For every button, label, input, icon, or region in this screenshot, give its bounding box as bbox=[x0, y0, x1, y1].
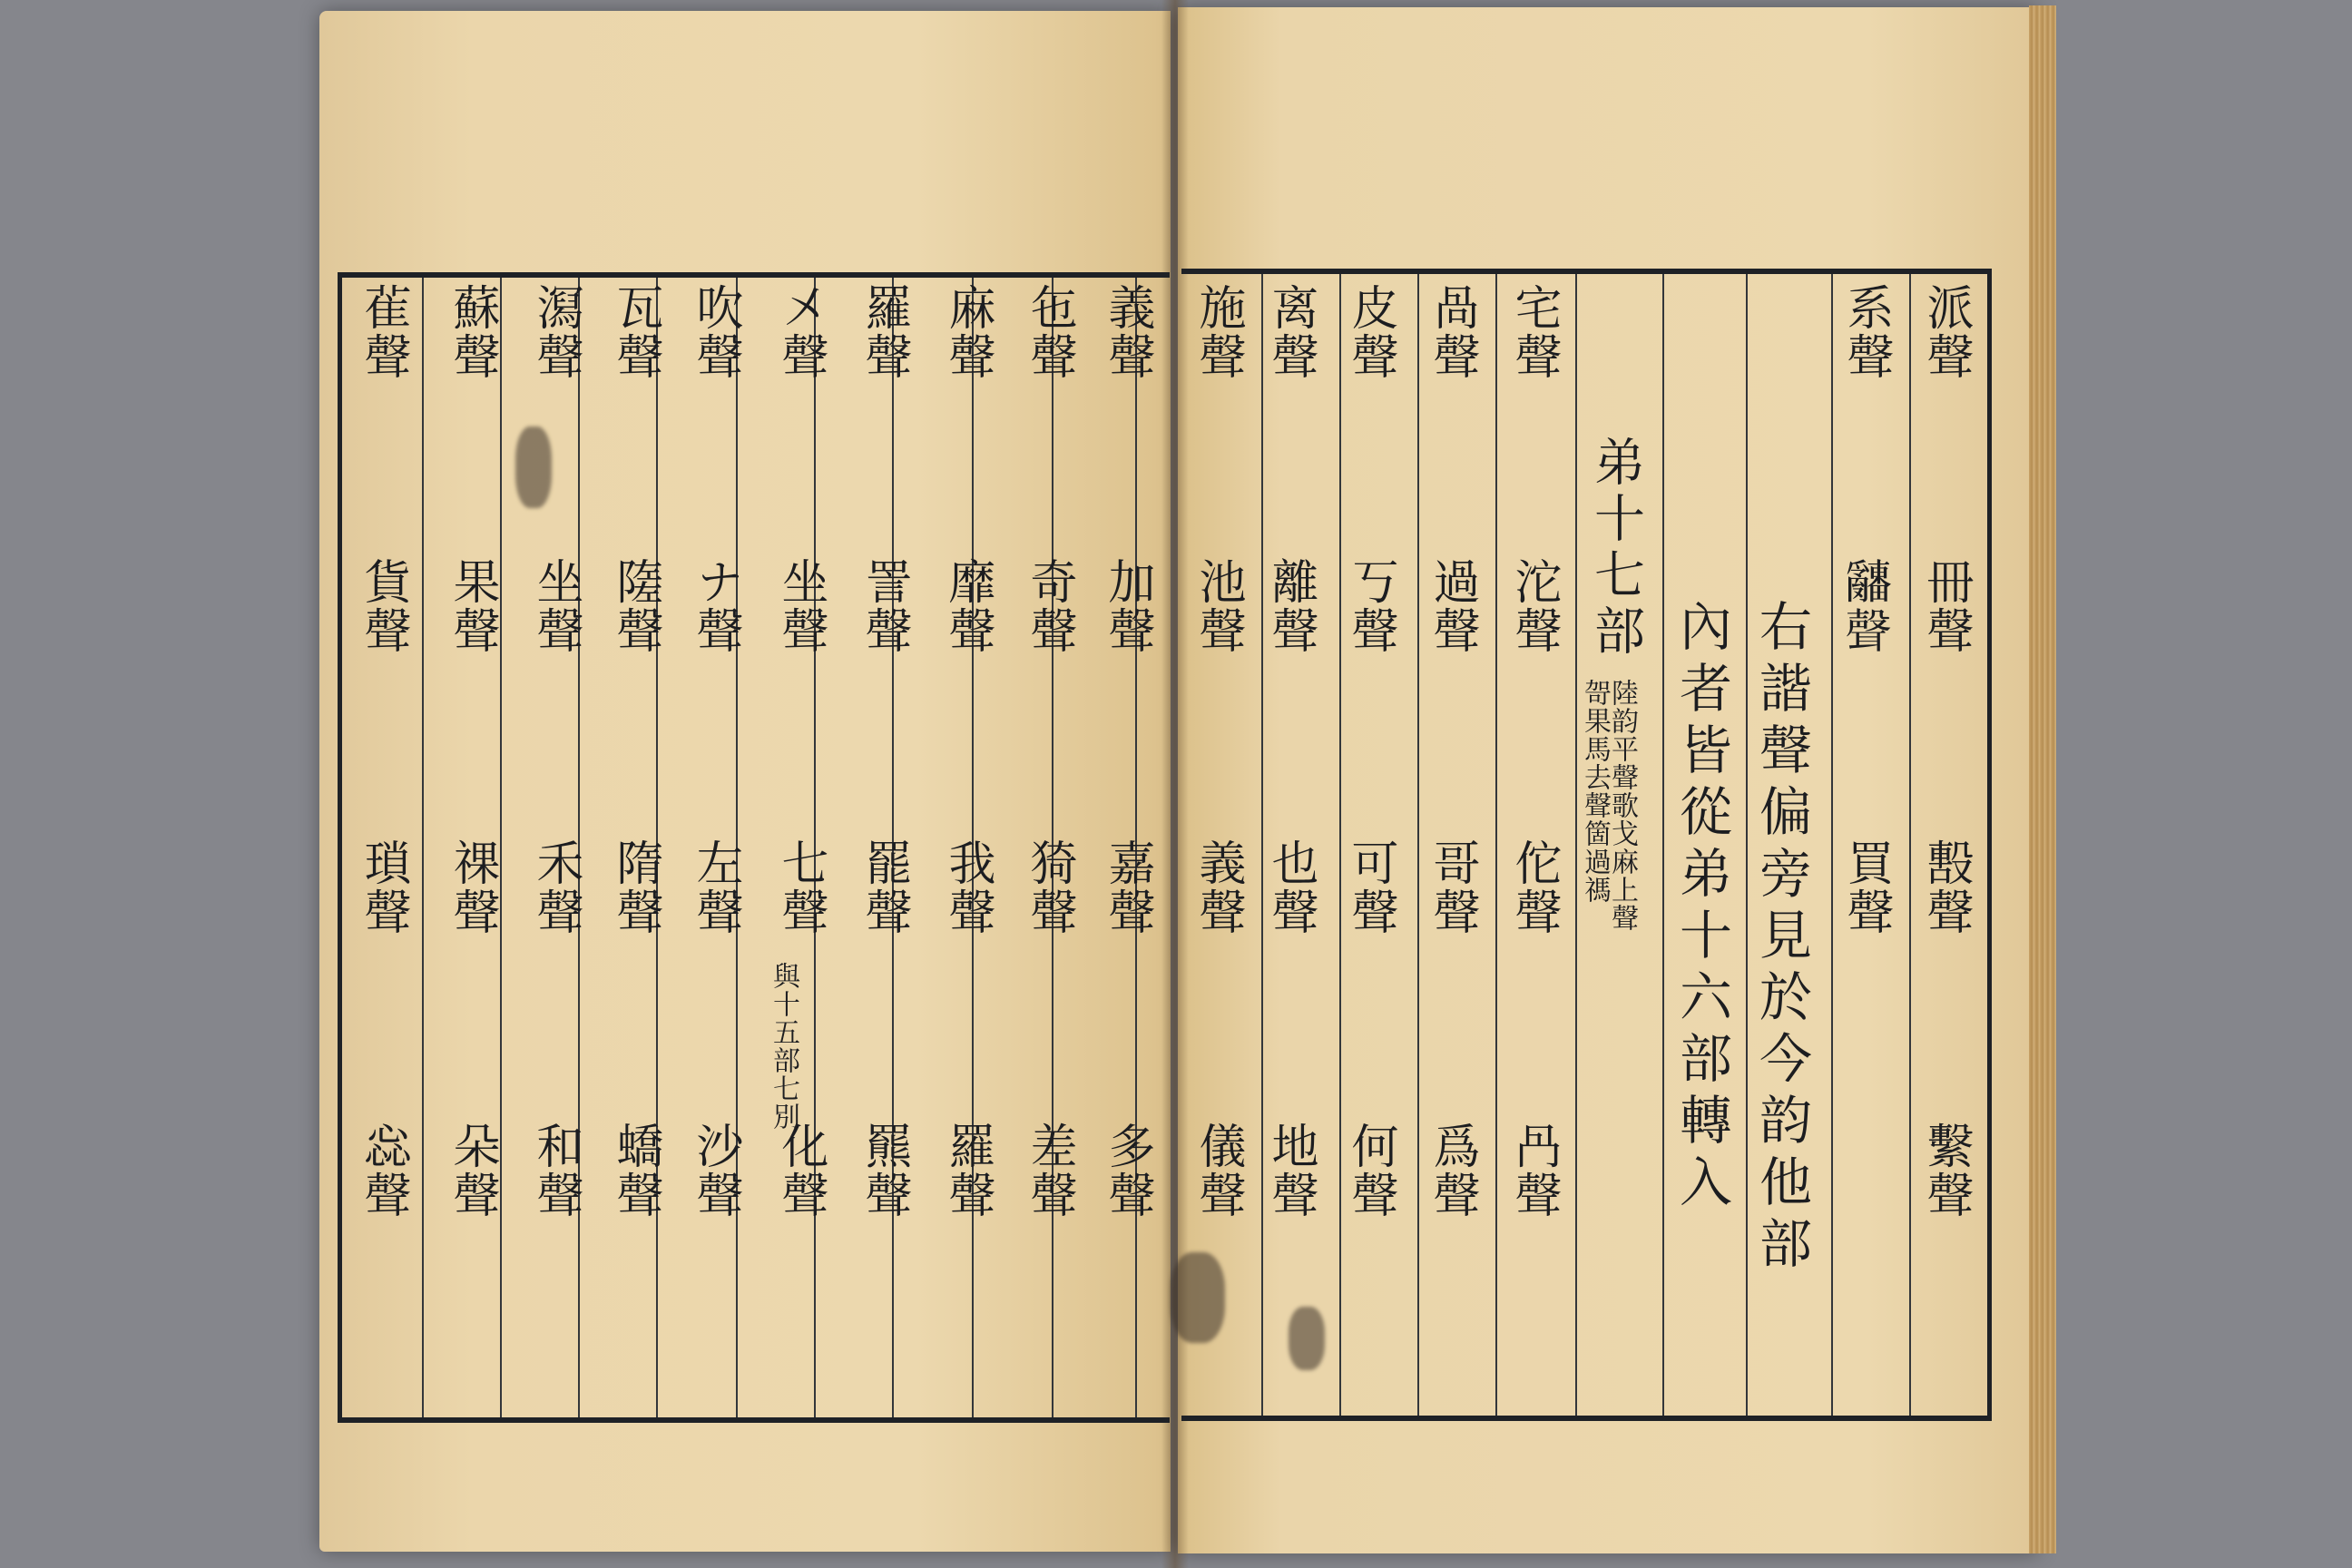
section-heading: 弟十七部 bbox=[1586, 436, 1645, 661]
entry: 儀聲 bbox=[1191, 1122, 1245, 1220]
entry: 和聲 bbox=[528, 1122, 583, 1220]
entry: 离聲 bbox=[1263, 283, 1318, 381]
entry: 化聲 bbox=[773, 1122, 828, 1220]
entry: 義聲 bbox=[1191, 838, 1245, 936]
entry: 羅聲 bbox=[857, 283, 911, 381]
entry: 左聲 bbox=[688, 838, 742, 936]
entry: 買聲 bbox=[1838, 838, 1893, 936]
entry: 多聲 bbox=[1100, 1122, 1154, 1220]
entry: 瓦聲 bbox=[608, 283, 662, 381]
entry: 冊聲 bbox=[1918, 557, 1973, 655]
entry: 繫聲 bbox=[1918, 1122, 1973, 1220]
section-note: 陸韵平聲歌戈麻上聲 bbox=[1606, 679, 1638, 932]
entry: 隋聲 bbox=[608, 838, 662, 936]
entry: 池聲 bbox=[1191, 557, 1245, 655]
entry: ナ聲 bbox=[688, 557, 742, 655]
entry: 㐅聲 bbox=[773, 283, 828, 381]
entry: 也聲 bbox=[1263, 838, 1318, 936]
entry: 祼聲 bbox=[445, 838, 499, 936]
entry: 七聲 bbox=[773, 838, 828, 936]
entry: 猗聲 bbox=[1022, 838, 1076, 936]
entry: 皮聲 bbox=[1343, 283, 1397, 381]
entry: 吹聲 bbox=[688, 283, 742, 381]
entry: 過聲 bbox=[1425, 557, 1479, 655]
summary-text: 右諧聲偏旁見於今韵他部 bbox=[1750, 599, 1812, 1278]
ink-smudge bbox=[515, 426, 552, 508]
entry: 罷聲 bbox=[857, 838, 911, 936]
page-edges bbox=[2029, 5, 2056, 1553]
entry: 差聲 bbox=[1022, 1122, 1076, 1220]
entry: 爲聲 bbox=[1425, 1122, 1479, 1220]
entry: 哥聲 bbox=[1425, 838, 1479, 936]
ink-smudge bbox=[1171, 1252, 1225, 1343]
entry: 果聲 bbox=[445, 557, 499, 655]
entry: 詈聲 bbox=[857, 557, 911, 655]
entry: 可聲 bbox=[1343, 838, 1397, 936]
entry: 坐聲 bbox=[528, 557, 583, 655]
entry: 沱聲 bbox=[1506, 557, 1561, 655]
summary-text: 內者皆從弟十六部轉入 bbox=[1671, 599, 1732, 1216]
entry: 冎聲 bbox=[1506, 1122, 1561, 1220]
entry: 㐌聲 bbox=[1022, 283, 1076, 381]
entry: 施聲 bbox=[1191, 283, 1245, 381]
entry: 丂聲 bbox=[1343, 557, 1397, 655]
entry: 何聲 bbox=[1343, 1122, 1397, 1220]
entry: 毄聲 bbox=[1918, 838, 1973, 936]
entry: 靡聲 bbox=[940, 557, 995, 655]
entry: 隓聲 bbox=[608, 557, 662, 655]
entry: 嘉聲 bbox=[1100, 838, 1154, 936]
entry: 沙聲 bbox=[688, 1122, 742, 1220]
entry: 雈聲 bbox=[356, 283, 410, 381]
section-note: 哿果馬去聲箇過禡 bbox=[1579, 679, 1611, 904]
entry: 𤕌聲 bbox=[1838, 557, 1893, 655]
entry: 派聲 bbox=[1918, 283, 1973, 381]
entry: 禾聲 bbox=[528, 838, 583, 936]
entry: 地聲 bbox=[1263, 1122, 1318, 1220]
entry: 蘇聲 bbox=[445, 283, 499, 381]
entry: 麻聲 bbox=[940, 283, 995, 381]
entry: 羅聲 bbox=[940, 1122, 995, 1220]
entry: 貨聲 bbox=[356, 557, 410, 655]
entry: 瑣聲 bbox=[356, 838, 410, 936]
entry: 奇聲 bbox=[1022, 557, 1076, 655]
interlinear-note: 與十五部七別 bbox=[768, 962, 799, 1131]
entry: 我聲 bbox=[940, 838, 995, 936]
entry: 義聲 bbox=[1100, 283, 1154, 381]
entry: 咼聲 bbox=[1425, 283, 1479, 381]
entry: 羆聲 bbox=[857, 1122, 911, 1220]
ink-smudge bbox=[1289, 1307, 1325, 1370]
entry: 惢聲 bbox=[356, 1122, 410, 1220]
entry: 㵼聲 bbox=[528, 283, 583, 381]
entry: 蟜聲 bbox=[608, 1122, 662, 1220]
entry: 宅聲 bbox=[1506, 283, 1561, 381]
entry: 系聲 bbox=[1838, 283, 1893, 381]
entry: 朵聲 bbox=[445, 1122, 499, 1220]
entry: 佗聲 bbox=[1506, 838, 1561, 936]
entry: 離聲 bbox=[1263, 557, 1318, 655]
entry: 加聲 bbox=[1100, 557, 1154, 655]
entry: 坐聲 bbox=[773, 557, 828, 655]
